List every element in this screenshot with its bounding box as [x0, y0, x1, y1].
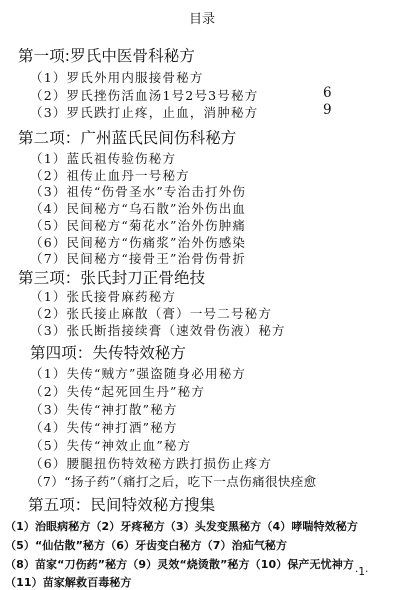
toc-item: （3）张氏断指接续膏（速效骨伤液）秘方: [30, 323, 286, 338]
toc-item: （1）失传“贼方”强盗随身必用秘方: [30, 366, 247, 381]
toc-page-number: 9: [323, 102, 332, 118]
toc-item: （3）罗氏跌打止疼，止血，消肿秘方: [30, 105, 259, 120]
toc-item: （2）张氏接止麻散（膏）一号二号秘方: [30, 306, 273, 321]
section-heading-4: 第四项：失传特效秘方: [30, 344, 187, 362]
section-heading-3: 第三项：张氏封刀正骨绝技: [18, 269, 206, 287]
toc-title: 目录: [189, 12, 216, 27]
section-heading-1: 第一项:罗氏中医骨科秘方: [18, 47, 195, 65]
toc-item: （2）祖传止血丹一号秘方: [30, 168, 190, 183]
toc-page-number: 6: [323, 85, 332, 101]
toc-item: （6）腰腿扭伤特效秘方跌打损伤止疼方: [30, 456, 273, 471]
toc-item-line: （11）苗家解救百毒秘方: [5, 576, 132, 589]
toc-item: （2）失传“起死回生丹”秘方: [30, 384, 206, 399]
toc-item: （4）民间秘方“乌石散”治外伤出血: [30, 201, 247, 216]
page-number: ·1·: [355, 566, 369, 578]
toc-item-line: （5）“仙估散”秘方（6）牙齿变白秘方（7）治疝气秘方: [5, 539, 288, 552]
toc-item-line: （1）治眼病秘方（2）牙疼秘方（3）头发变黑秘方（4）哮喘特效秘方: [5, 520, 358, 533]
toc-item: （4）失传“神打酒”秘方: [30, 420, 178, 435]
toc-item: （1）蓝氏祖传验伤秘方: [30, 151, 177, 166]
toc-item: （5）民间秘方“菊花水”治外伤肿痛: [30, 218, 247, 233]
toc-item: （3）祖传“伤骨圣水”专治击打外伤: [30, 184, 247, 199]
toc-item: （2）罗氏挫伤活血汤1号2号3号秘方: [30, 88, 259, 103]
toc-item-line: （8）苗家“刀伤药”秘方（9）灵效“烧烫散”秘方（10）保产无忧神方: [5, 558, 354, 571]
toc-item: （5）失传“神效止血”秘方: [30, 438, 192, 453]
section-heading-2: 第二项：广州蓝氏民间伤科秘方: [18, 129, 237, 147]
toc-item: （1）罗氏外用内服接骨秘方: [30, 70, 204, 85]
toc-item: （6）民间秘方“伤痛浆”治外伤感染: [30, 235, 247, 250]
toc-item: （7）民间秘方“接骨王”治骨伤骨折: [30, 251, 247, 266]
section-heading-5: 第五项：民间特效秘方搜集: [28, 496, 216, 514]
toc-item: （7）“扬子药”（痛打之后，吃下一点伤痛很快痊愈: [30, 474, 317, 489]
toc-item: （1）张氏接骨麻药秘方: [30, 289, 177, 304]
toc-item: （3）失传“神打散”秘方: [30, 402, 178, 417]
